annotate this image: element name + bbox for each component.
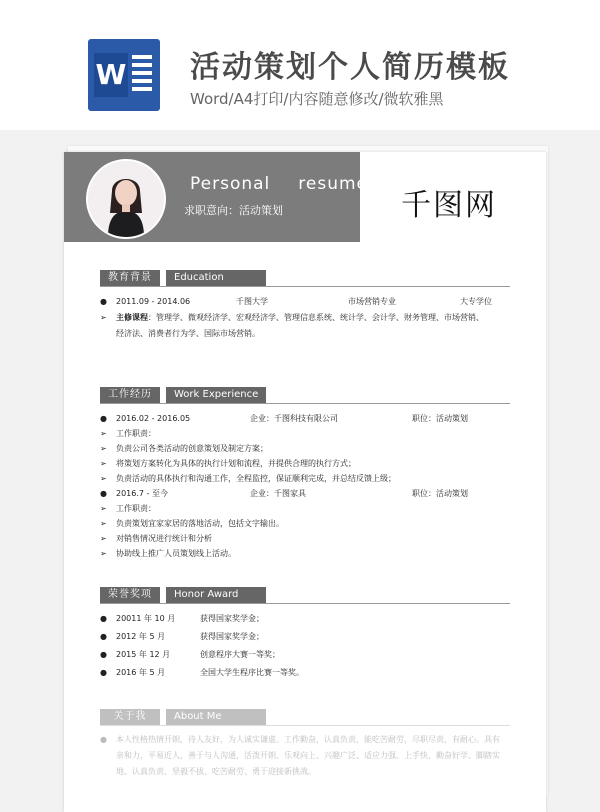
arrow-bullet-icon: ➢ — [100, 534, 107, 543]
arrow-bullet-icon: ➢ — [100, 429, 107, 438]
bullet-dot-icon: ● — [100, 414, 107, 423]
section-title-en: About Me — [166, 709, 266, 725]
job-date: 2016.7 - 至今 — [116, 489, 168, 498]
job-position: 职位：活动策划 — [412, 489, 468, 498]
section-divider — [100, 603, 510, 604]
page-title: 活动策划个人简历模板 — [190, 50, 510, 85]
bullet-dot-icon: ● — [100, 632, 107, 641]
resume-paper: Personal resume 求职意向：活动策划 千图网 教育背景 Education ● 2011.09 - 2014.06 千图大学 市场营销专业 大专学位 ➢ 主修课程：管理学、微观经济学、宏观经济学、管理信息系统、统计学、会计学、财务管理、市场营销、 经济法、消费者行为学、国际市场营销。 工作经历 Work Experience ● 2016.02 - 2016.05 企业：千图科技有限公司 职位：活动策划 ➢ 工作职责： ➢ 负责公司各类活动的创意策划及制定方案； ➢ 将策划方案转化为具体的执行计划和流程，并提供合理的执行方式； ➢ 负责活动的具体执行和沟通工作，全程监控，保证顺利完成，并总结反馈上级； ● 2016.7 - 至今 企业：千图家具 职位：活动策划 ➢ 工作职责： ➢ 负责策划宜家家居的落地活动，包括文字输出。 ➢ 对销售情况进行统计和分析 ➢ 协助线上推广人员策划线上活动。 荣誉奖项 Honor Award ● 20011 年 10 月 获得国家奖学金； ● 2012 年 5 月 获得国家奖学金； ● 2015 年 12 月 创意程序大赛一等奖； ● 2016 年 5 月 全国大学生程序比赛一等奖。 关于我 About Me ● 本人性格热情开朗，待人友好，为人诚实谦虚。工作勤奋，认真负责，能吃苦耐劳，尽职尽责，有耐心。具有 亲和力，平易近人，善于与人沟通，活泼开朗、乐观向上、兴趣广泛、适应力强、上手快、勤奋好学、脚踏实 地、认真负责、坚毅不拔、吃苦耐劳、勇于迎接新挑战。 — [64, 152, 546, 812]
section-title-en: Honor Award — [166, 587, 266, 603]
education-school: 千图大学 — [236, 297, 268, 306]
bullet-dot-icon: ● — [100, 668, 107, 677]
arrow-bullet-icon: ➢ — [100, 519, 107, 528]
bullet-dot-icon: ● — [100, 489, 107, 498]
job-intent: 求职意向：活动策划 — [184, 204, 283, 217]
education-major: 市场营销专业 — [348, 297, 396, 306]
header-banner — [0, 0, 600, 130]
resume-word-resume: resume — [298, 174, 369, 194]
arrow-bullet-icon: ➢ — [100, 313, 107, 322]
section-divider — [100, 286, 510, 287]
resume-word-personal: Personal — [190, 174, 271, 194]
bullet-dot-icon: ● — [100, 614, 107, 623]
resume-banner — [64, 152, 369, 242]
resume-english-title — [190, 174, 396, 194]
education-date: 2011.09 - 2014.06 — [116, 297, 191, 306]
section-divider — [100, 403, 510, 404]
section-title-en: Education — [166, 270, 266, 286]
section-divider — [100, 725, 510, 726]
bullet-dot-icon: ● — [100, 650, 107, 659]
job-company: 企业：千图家具 — [250, 489, 306, 498]
job-company: 企业：千图科技有限公司 — [250, 414, 338, 423]
section-title-cn: 工作经历 — [100, 387, 160, 403]
arrow-bullet-icon: ➢ — [100, 504, 107, 513]
arrow-bullet-icon: ➢ — [100, 549, 107, 558]
page-subtitle: Word/A4打印/内容随意修改/微软雅黑 — [190, 90, 444, 108]
courses-line-1: ：管理学、微观经济学、宏观经济学、管理信息系统、统计学、会计学、财务管理、市场营销、 — [148, 313, 484, 322]
word-document-icon: W — [88, 39, 160, 111]
courses-label: 主修课程 — [116, 313, 148, 322]
section-title-en: Work Experience — [166, 387, 266, 403]
bullet-dot-icon: ● — [100, 735, 107, 744]
arrow-bullet-icon: ➢ — [100, 444, 107, 453]
education-degree: 大专学位 — [460, 297, 492, 306]
section-title-cn: 关于我 — [100, 709, 160, 725]
section-title-cn: 荣誉奖项 — [100, 587, 160, 603]
job-date: 2016.02 - 2016.05 — [116, 414, 191, 423]
section-title-cn: 教育背景 — [100, 270, 160, 286]
avatar — [86, 159, 166, 239]
arrow-bullet-icon: ➢ — [100, 474, 107, 483]
courses-line-2: 经济法、消费者行为学、国际市场营销。 — [116, 329, 260, 338]
arrow-bullet-icon: ➢ — [100, 459, 107, 468]
brand-logo: 千图网 — [401, 188, 497, 223]
job-position: 职位：活动策划 — [412, 414, 468, 423]
bullet-dot-icon: ● — [100, 297, 107, 306]
